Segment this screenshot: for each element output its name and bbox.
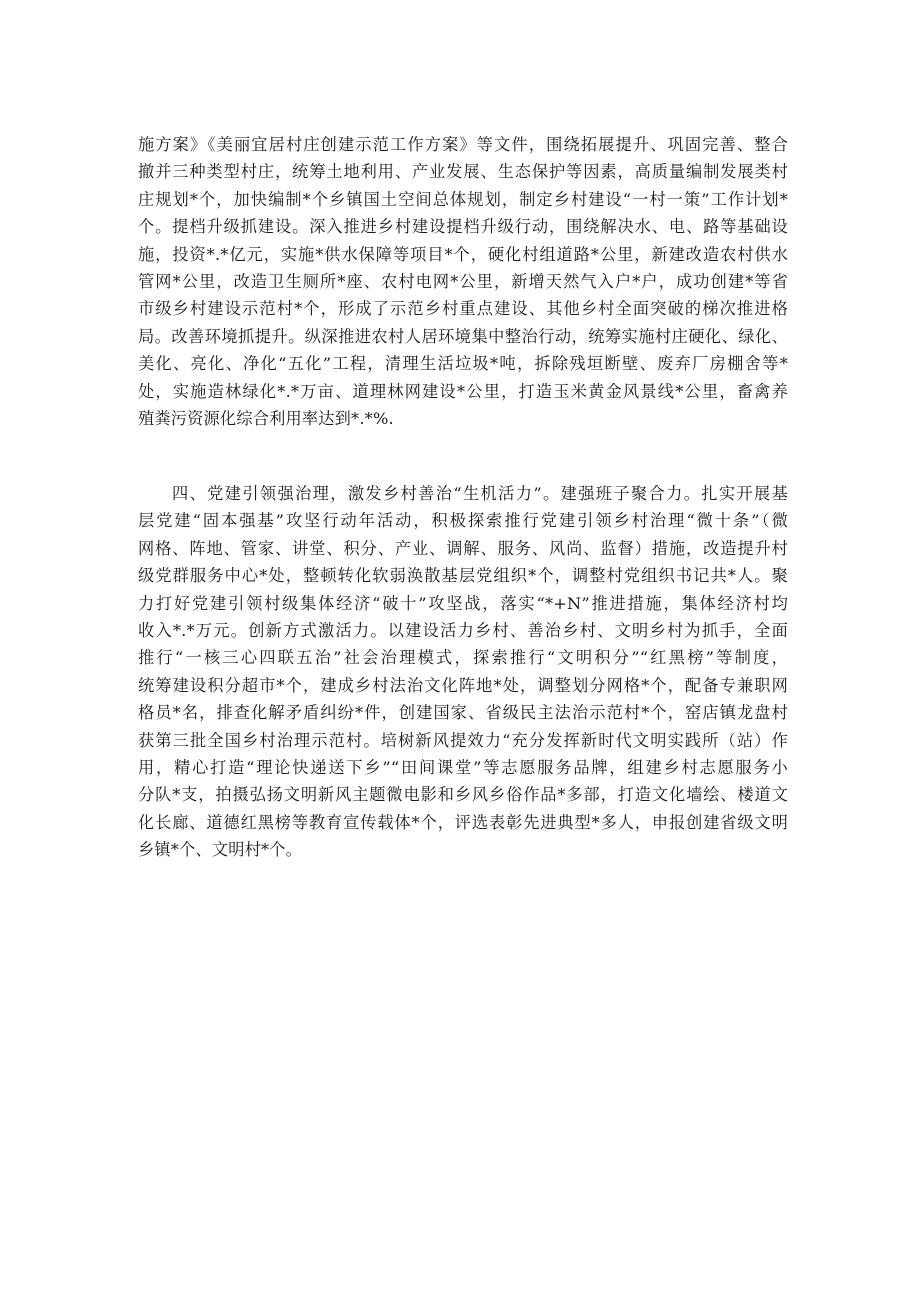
text-line: 统筹建设积分超市*个，建成乡村法治文化阵地*处，调整划分网格*个，配备专兼职网 xyxy=(138,675,788,695)
paragraph-party-governance xyxy=(138,480,788,863)
paragraph-rural-construction xyxy=(138,131,788,432)
text-line: 处，实施造林绿化*.*万亩、道理林网建设*公里，打造玉米黄金风景线*公里，畜禽养 xyxy=(138,381,788,401)
text-line: 力打好党建引领村级集体经济“破十”攻坚战，落实“*+N”推进措施，集体经济村均 xyxy=(138,593,788,613)
text-line: 分队*支，拍摄弘扬文明新风主题微电影和乡风乡俗作品*多部，打造文化墙绘、楼道文 xyxy=(138,785,788,805)
text-line: 格员*名，排查化解矛盾纠纷*件，创建国家、省级民主法治示范村*个，窑店镇龙盘村 xyxy=(138,703,788,723)
text-line: 收入*.*万元。创新方式激活力。以建设活力乡村、善治乡村、文明乡村为抓手，全面 xyxy=(138,620,788,640)
text-line: 网格、阵地、管家、讲堂、积分、产业、调解、服务、风尚、监督）措施，改造提升村 xyxy=(138,538,788,558)
text-line: 局。改善环境抓提升。纵深推进农村人居环境集中整治行动，统筹实施村庄硬化、绿化、 xyxy=(138,326,788,346)
text-line: 撤并三种类型村庄，统筹土地利用、产业发展、生态保护等因素，高质量编制发展类村 xyxy=(138,162,788,182)
text-line: 推行“一核三心四联五治”社会治理模式，探索推行“文明积分”“红黑榜”等制度， xyxy=(138,648,788,668)
text-line: 殖粪污资源化综合利用率达到*.*%. xyxy=(138,408,394,428)
text-line: 施，投资*.*亿元，实施*供水保障等项目*个，硬化村组道路*公里，新建改造农村供水 xyxy=(138,244,788,264)
text-line: 层党建“固本强基”攻坚行动年活动，积极探索推行党建引领乡村治理“微十条”（微 xyxy=(138,511,788,531)
text-line: 获第三批全国乡村治理示范村。培树新风提效力“充分发挥新时代文明实践所（站）作 xyxy=(138,730,788,750)
text-line: 乡镇*个、文明村*个。 xyxy=(138,840,303,860)
text-line: 市级乡村建设示范村*个，形成了示范乡村重点建设、其他乡村全面突破的梯次推进格 xyxy=(138,299,788,319)
text-line: 化长廊、道德红黑榜等教育宣传载体*个，评选表彰先进典型*多人，申报创建省级文明 xyxy=(138,812,788,832)
section-heading-line: 四、党建引领强治理，激发乡村善治“生机活力”。建强班子聚合力。扎实开展基 xyxy=(172,484,788,503)
text-line: 美化、亮化、净化“五化”工程，清理生活垃圾*吨，拆除残垣断壁、废弃厂房棚舍等* xyxy=(138,354,788,374)
text-line: 个。提档升级抓建设。深入推进乡村建设提档升级行动，围绕解决水、电、路等基础设 xyxy=(138,217,788,237)
text-line: 庄规划*个，加快编制*个乡镇国土空间总体规划，制定乡村建设“一村一策”工作计划* xyxy=(138,189,788,209)
text-line: 用，精心打造“理论快递送下乡”“田间课堂”等志愿服务品牌，组建乡村志愿服务小 xyxy=(138,757,788,777)
text-line: 施方案》《美丽宜居村庄创建示范工作方案》等文件，围绕拓展提升、巩固完善、整合 xyxy=(138,135,788,154)
text-line: 级党群服务中心*处，整顿转化软弱涣散基层党组织*个，调整村党组织书记共*人。聚 xyxy=(138,566,788,586)
text-line: 管网*公里，改造卫生厕所*座、农村电网*公里，新增天然气入户*户，成功创建*等省 xyxy=(138,271,788,291)
